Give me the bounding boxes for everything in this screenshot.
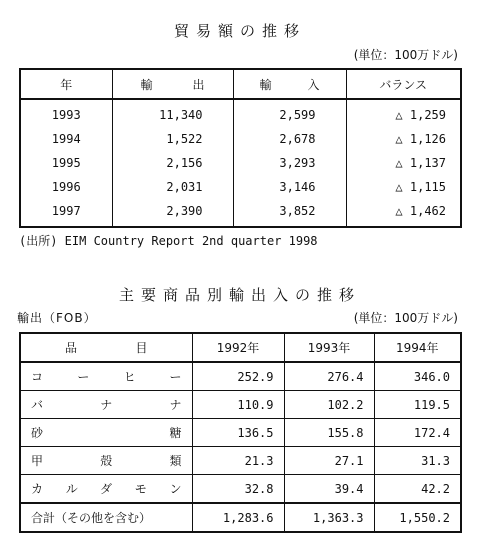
table-row xyxy=(20,175,461,199)
exports-cell: 2,390 xyxy=(112,199,233,227)
value-1993-cell: 276.4 xyxy=(284,362,374,391)
imports-cell: 3,852 xyxy=(233,199,346,227)
value-1993-cell: 39.4 xyxy=(284,475,374,504)
table-row xyxy=(20,151,461,175)
item-cell: 甲殻類 xyxy=(20,447,192,475)
header-imports: 輸入 xyxy=(233,69,346,99)
value-1992-cell: 252.9 xyxy=(192,362,284,391)
year-cell: 1994 xyxy=(20,127,112,151)
table-row xyxy=(20,99,461,127)
year-cell: 1995 xyxy=(20,151,112,175)
balance-cell: △ 1,115 xyxy=(346,175,461,199)
header-year: 年 xyxy=(20,69,112,99)
balance-cell: △ 1,462 xyxy=(346,199,461,227)
balance-cell: △ 1,137 xyxy=(346,151,461,175)
imports-cell: 2,678 xyxy=(233,127,346,151)
item-cell: バナナ xyxy=(20,391,192,419)
imports-cell: 3,293 xyxy=(233,151,346,175)
value-1994-cell: 172.4 xyxy=(374,419,461,447)
table-row xyxy=(20,447,461,475)
year-cell: 1996 xyxy=(20,175,112,199)
header-exports: 輸出 xyxy=(112,69,233,99)
header-1992: 1992年 xyxy=(192,333,284,362)
exports-cell: 2,156 xyxy=(112,151,233,175)
item-cell: カルダモン xyxy=(20,475,192,504)
total-1992-cell: 1,283.6 xyxy=(192,503,284,532)
value-1993-cell: 102.2 xyxy=(284,391,374,419)
commodities-title: 主要商品別輸出入の推移 xyxy=(118,286,361,304)
value-1993-cell: 27.1 xyxy=(284,447,374,475)
commodities-subtitle: 輸出（FOB） xyxy=(17,311,97,325)
value-1994-cell: 119.5 xyxy=(374,391,461,419)
commodities-header-row xyxy=(20,333,461,362)
balance-cell: △ 1,259 xyxy=(346,99,461,127)
exports-cell: 1,522 xyxy=(112,127,233,151)
trade-table xyxy=(19,68,462,228)
header-1993: 1993年 xyxy=(284,333,374,362)
trade-header-row xyxy=(20,69,461,99)
value-1994-cell: 31.3 xyxy=(374,447,461,475)
imports-cell: 3,146 xyxy=(233,175,346,199)
table-row xyxy=(20,362,461,391)
table-row xyxy=(20,127,461,151)
item-cell: 砂糖 xyxy=(20,419,192,447)
trade-unit: (単位：100万ドル) xyxy=(353,48,458,62)
item-cell: コーヒー xyxy=(20,362,192,391)
table-row xyxy=(20,419,461,447)
value-1992-cell: 21.3 xyxy=(192,447,284,475)
value-1994-cell: 42.2 xyxy=(374,475,461,504)
commodities-unit: (単位：100万ドル) xyxy=(353,311,458,325)
total-label-cell: 合計（その他を含む） xyxy=(20,503,192,532)
year-cell: 1997 xyxy=(20,199,112,227)
total-1994-cell: 1,550.2 xyxy=(374,503,461,532)
total-1993-cell: 1,363.3 xyxy=(284,503,374,532)
source-note: (出所) EIM Country Report 2nd quarter 1998 xyxy=(19,234,318,248)
commodities-table xyxy=(19,332,462,533)
header-1994: 1994年 xyxy=(374,333,461,362)
table-row xyxy=(20,391,461,419)
exports-cell: 11,340 xyxy=(112,99,233,127)
trade-title: 貿易額の推移 xyxy=(173,22,306,40)
value-1993-cell: 155.8 xyxy=(284,419,374,447)
value-1994-cell: 346.0 xyxy=(374,362,461,391)
year-cell: 1993 xyxy=(20,99,112,127)
table-row xyxy=(20,199,461,227)
value-1992-cell: 32.8 xyxy=(192,475,284,504)
exports-cell: 2,031 xyxy=(112,175,233,199)
header-item: 品目 xyxy=(20,333,192,362)
imports-cell: 2,599 xyxy=(233,99,346,127)
total-row xyxy=(20,503,461,532)
value-1992-cell: 136.5 xyxy=(192,419,284,447)
table-row xyxy=(20,475,461,504)
value-1992-cell: 110.9 xyxy=(192,391,284,419)
header-balance: バランス xyxy=(346,69,461,99)
balance-cell: △ 1,126 xyxy=(346,127,461,151)
